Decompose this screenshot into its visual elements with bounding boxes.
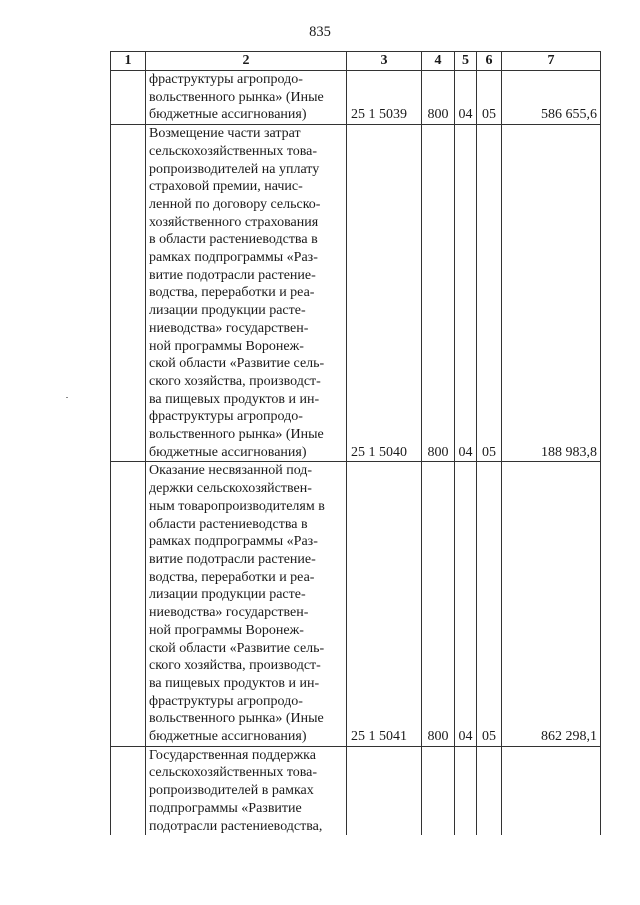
amount-cell: 862 298,1 (502, 462, 601, 746)
column-header-7: 7 (502, 52, 601, 71)
target-article-code-cell: 25 1 5040 (347, 125, 422, 462)
subsection-cell (477, 746, 502, 835)
section-cell: 04 (455, 462, 477, 746)
target-article-code-cell (347, 746, 422, 835)
row-number-cell (111, 71, 146, 125)
expense-type-cell: 800 (422, 125, 455, 462)
column-header-5: 5 (455, 52, 477, 71)
column-header-2: 2 (146, 52, 347, 71)
expenditure-name-cell: Оказание несвязанной под- держки сельскохозяйствен- ным товаропроизводителям в области растениеводства в рамках подпрограммы «Раз- витие подотрасли растение- водства, переработки и реа- лизации продукции расте- ниеводства» государствен- ной программы Воронеж- ской области «Развитие сель- ского хозяйства, производст- ва пищевых продуктов и ин- фраструктуры агропродо- вольственного рынка» (Иные бюджетные ассигнования) (146, 462, 347, 746)
row-number-cell (111, 462, 146, 746)
table-row (111, 71, 601, 125)
section-cell: 04 (455, 125, 477, 462)
amount-cell (502, 746, 601, 835)
expense-type-cell (422, 746, 455, 835)
scan-speck (66, 397, 68, 398)
table-row (111, 746, 601, 835)
target-article-code-cell: 25 1 5041 (347, 462, 422, 746)
amount-cell: 586 655,6 (502, 71, 601, 125)
expense-type-cell: 800 (422, 71, 455, 125)
table-row (111, 125, 601, 462)
expenditure-name-cell: фраструктуры агропродо- вольственного рынка» (Иные бюджетные ассигнования) (146, 71, 347, 125)
column-header-1: 1 (111, 52, 146, 71)
target-article-code-cell: 25 1 5039 (347, 71, 422, 125)
expenditure-name-cell: Государственная поддержка сельскохозяйственных това- ропроизводителей в рамках подпрограммы «Развитие подотрасли растениеводства, (146, 746, 347, 835)
page-number: 835 (309, 24, 331, 40)
table-row (111, 462, 601, 746)
row-number-cell (111, 746, 146, 835)
column-header-4: 4 (422, 52, 455, 71)
subsection-cell: 05 (477, 71, 502, 125)
subsection-cell: 05 (477, 125, 502, 462)
column-header-6: 6 (477, 52, 502, 71)
subsection-cell: 05 (477, 462, 502, 746)
row-number-cell (111, 125, 146, 462)
table-header-row (111, 52, 601, 71)
column-header-3: 3 (347, 52, 422, 71)
section-cell (455, 746, 477, 835)
amount-cell: 188 983,8 (502, 125, 601, 462)
budget-table (110, 51, 601, 835)
expenditure-name-cell: Возмещение части затрат сельскохозяйственных това- ропроизводителей на уплату страховой премии, начис- ленной по договору сельско- хозяйственного страхования в области растениеводства в рамках подпрограммы «Раз- витие подотрасли растение- водства, переработки и реа- лизации продукции расте- ниеводства» государствен- ной программы Воронеж- ской области «Развитие сель- ского хозяйства, производст- ва пищевых продуктов и ин- фраструктуры агропродо- вольственного рынка» (Иные бюджетные ассигнования) (146, 125, 347, 462)
expense-type-cell: 800 (422, 462, 455, 746)
section-cell: 04 (455, 71, 477, 125)
